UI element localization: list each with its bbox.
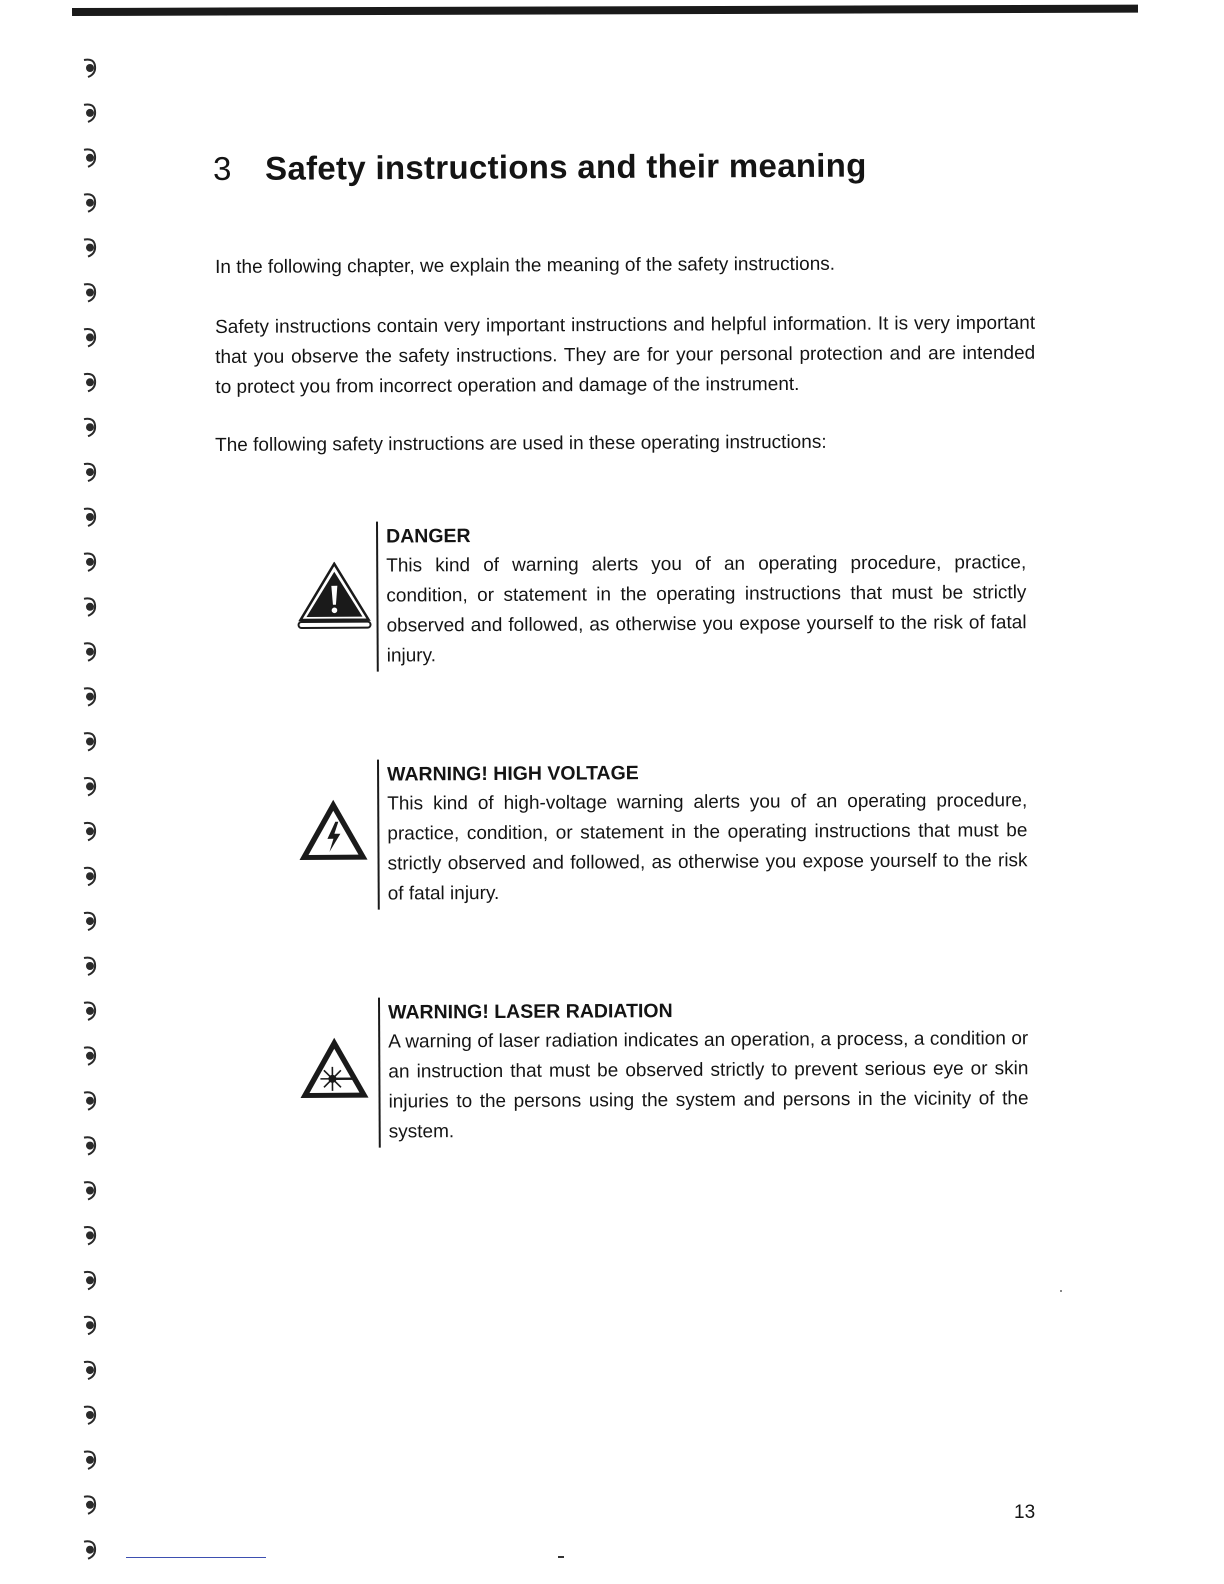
chapter-heading xyxy=(213,147,867,188)
notice-high-voltage-body: This kind of high-voltage warning alerts you of an operating procedure, practice, condition, or statement in the operating instructions that must be strictly observed and followed, as otherwise you expose yourself to the risk of fatal injury. xyxy=(387,790,1028,905)
notice-danger-title: DANGER xyxy=(386,525,471,548)
notice-high-voltage-text xyxy=(387,756,1028,909)
intro-paragraph-2: Safety instructions contain very important instructions and helpful information. It is very important that you observe the safety instructions. They are for your personal protection and are intended to protect you from incorrect operation and damage of the instrument. xyxy=(215,312,1036,398)
chapter-number: 3 xyxy=(213,149,232,187)
intro-paragraph-3: The following safety instructions are used in these operating instructions: xyxy=(215,431,827,456)
notice-high-voltage-title: WARNING! HIGH VOLTAGE xyxy=(387,762,639,786)
scan-speck xyxy=(1060,1290,1062,1292)
page-number: 13 xyxy=(1014,1502,1036,1523)
danger-exclamation-triangle-icon xyxy=(296,562,372,632)
high-voltage-triangle-icon xyxy=(297,796,373,866)
notice-laser-radiation-body: A warning of laser radiation indicates an operation, a process, a condition or an instruction that must be observed strictly to prevent serious eye or skin injuries to the persons using the system and persons in the vicinity of the system. xyxy=(388,1028,1029,1143)
notice-high-voltage-bar xyxy=(377,760,380,910)
intro-paragraph-1: In the following chapter, we explain the meaning of the safety instructions. xyxy=(215,253,836,278)
notice-danger-bar xyxy=(376,522,379,672)
notice-laser-radiation-title: WARNING! LASER RADIATION xyxy=(388,1000,673,1024)
notice-laser-radiation-text xyxy=(388,994,1029,1147)
notice-laser-radiation-bar xyxy=(378,998,381,1148)
laser-radiation-triangle-icon xyxy=(298,1034,374,1104)
footer-dash xyxy=(558,1556,564,1558)
notice-danger-body: This kind of warning alerts you of an operating procedure, practice, condition, or statement in the operating instructions that must be strictly observed and followed, as otherwise you expose yourself to the risk of fatal injury. xyxy=(386,552,1027,667)
footer-line xyxy=(126,1557,266,1558)
notice-danger-text xyxy=(386,518,1027,671)
chapter-title: Safety instructions and their meaning xyxy=(264,146,867,187)
